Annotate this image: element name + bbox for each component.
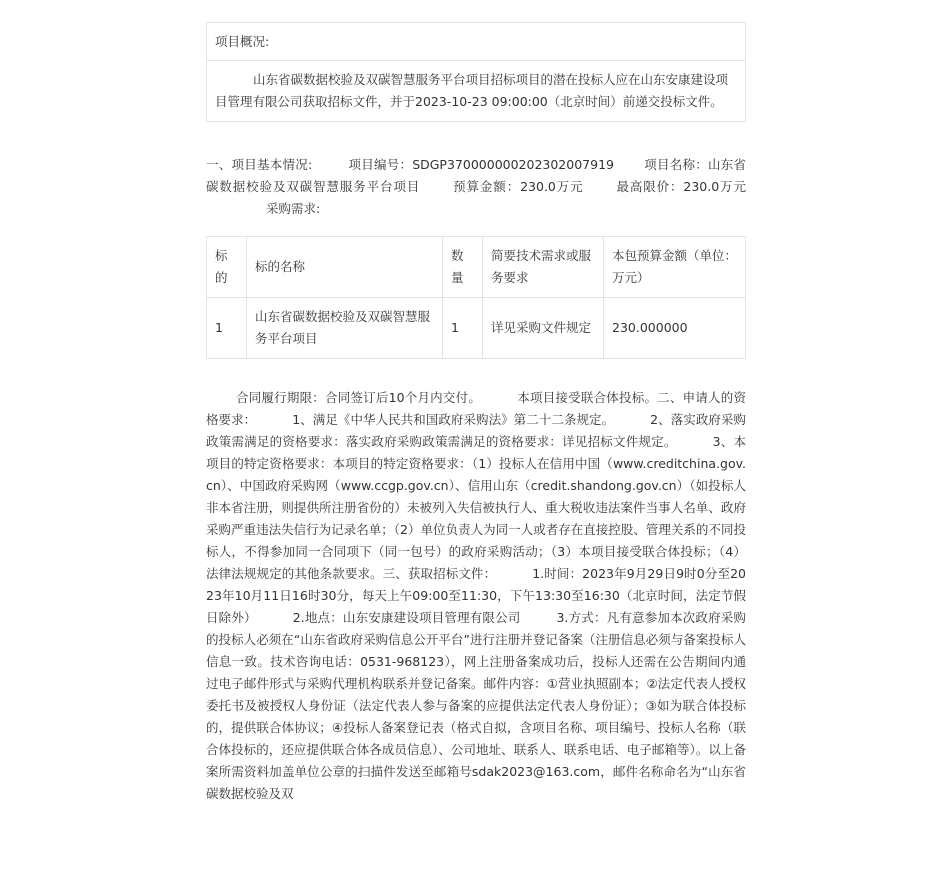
table-row [207,298,746,359]
procurement-label: 采购需求: [266,201,321,216]
acquisition-location: 2.地点：山东安康建设项目管理有限公司 [292,610,521,625]
consortium-and-qualification-heading: 本项目接受联合体投标。二、申请人的资格要求： [206,390,746,427]
cell-budget: 230.000000 [604,298,746,359]
header-quantity: 数量 [443,237,483,298]
announcement-page [206,22,746,805]
project-number-label: 项目编号： [348,157,413,172]
header-item-name: 标的名称 [247,237,443,298]
cell-item-no: 1 [207,298,247,359]
qualification-1: 1、满足《中华人民共和国政府采购法》第二十二条规定。 [292,412,615,427]
project-name: 山东省碳数据校验及双碳智慧服务平台项目 [206,157,746,194]
overview-body: 山东省碳数据校验及双碳智慧服务平台项目招标项目的潜在投标人应在山东安康建设项目管理有限公司获取招标文件，并于2023-10-23 09:00:00（北京时间）前递交投标文件。 [215,72,729,109]
basic-info-heading: 一、项目基本情况: [206,157,313,172]
cell-requirements: 详见采购文件规定 [483,298,604,359]
acquisition-method: 3.方式：凡有意参加本次政府采购的投标人必须在“山东省政府采购信息公开平台”进行注册并登记备案（注册信息必须与备案投标人信息一致。技术咨询电话：0531-968123），网上注册备案成功后，投标人还需在公告期间内通过电子邮件形式与采购代理机构联系并登记备案。邮件内容：①营业执照副本；②法定代表人授权委托书及被授权人身份证（法定代表人参与备案的应提供法定代表人身份证）；③如为联合体投标的，提供联合体协议；④投标人备案登记表（格式自拟，含项目名称、项目编号、投标人名称（联合体投标的，还应提供联合体各成员信息）、公司地址、联系人、联系电话、电子邮箱等）。以上备案所需资料加盖单位公章的扫描件发送至邮箱号sdak2023@163.com，邮件名称命名为“山东省碳数据校验及双 [206,610,746,801]
basic-info-section [206,154,746,220]
header-item-no: 标的 [207,237,247,298]
project-name-label: 项目名称： [643,157,708,172]
cell-quantity: 1 [443,298,483,359]
overview-title: 项目概况: [207,23,745,61]
cell-item-name: 山东省碳数据校验及双碳智慧服务平台项目 [247,298,443,359]
qualification-3: 3、本项目的特定资格要求：本项目的特定资格要求：（1）投标人在信用中国（www.creditchina.gov.cn）、中国政府采购网（www.ccgp.gov.cn）、信用山东（credit.shandong.gov.cn）（如投标人非本省注册，则提供所注册省份的）未被列入失信被执行人、重大税收违法案件当事人名单、政府采购严重违法失信行为记录名单；（2）单位负责人为同一人或者存在直接控股、管理关系的不同投标人，不得参加同一合同项下（同一包号）的政府采购活动；（3）本项目接受联合体投标；（4）法律法规规定的其他条款要求。三、获取招标文件： [206,434,746,581]
acquisition-time: 1.时间：2023年9月29日9时0分至2023年10月11日16时30分，每天上午09:00至11:30，下午13:30至16:30（北京时间，法定节假日除外） [206,566,746,625]
project-overview-box [206,22,746,122]
procurement-table [206,236,746,359]
qualification-2: 2、落实政府采购政策需满足的资格要求：落实政府采购政策需满足的资格要求：详见招标文件规定。 [206,412,746,449]
header-requirements: 简要技术需求或服务要求 [483,237,604,298]
contract-period: 合同履行期限：合同签订后10个月内交付。 [236,390,482,405]
table-header-row [207,237,746,298]
budget-label: 预算金额： [452,179,521,194]
max-price-label: 最高限价： [615,179,684,194]
budget-amount: 230.0万元 [520,179,584,194]
announcement-details [206,387,746,805]
header-budget: 本包预算金额（单位：万元） [604,237,746,298]
project-number: SDGP370000000202302007919 [412,157,614,172]
max-price: 230.0万元 [683,179,746,194]
